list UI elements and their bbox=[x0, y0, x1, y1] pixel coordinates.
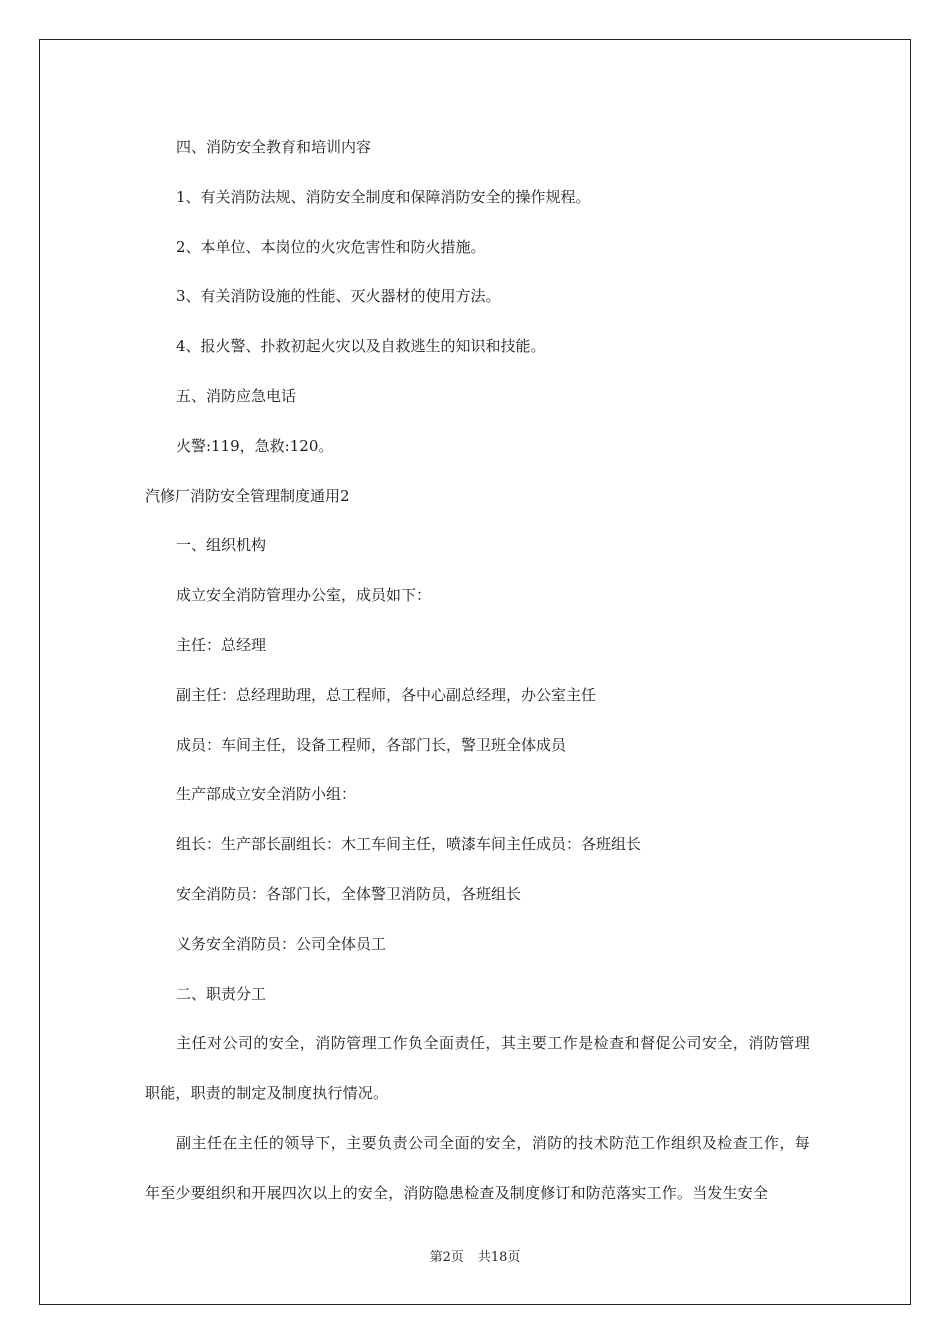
page-number: 第2页 bbox=[429, 1250, 464, 1265]
paragraph: 生产部成立安全消防小组： bbox=[176, 785, 357, 804]
section-title: 汽修厂消防安全管理制度通用2 bbox=[145, 486, 350, 505]
paragraph: 3、有关消防设施的性能、灭火器材的使用方法。 bbox=[176, 287, 501, 306]
paragraph: 一、组织机构 bbox=[176, 536, 267, 555]
paragraph: 二、职责分工 bbox=[176, 984, 267, 1003]
paragraph: 1、有关消防法规、消防安全制度和保障消防安全的操作规程。 bbox=[176, 187, 591, 206]
page-footer bbox=[0, 1246, 950, 1265]
paragraph: 2、本单位、本岗位的火灾危害性和防火措施。 bbox=[176, 237, 486, 256]
paragraph: 火警:119，急救:120。 bbox=[176, 436, 334, 455]
paragraph: 成立安全消防管理办公室，成员如下： bbox=[176, 586, 432, 605]
paragraph: 义务安全消防员：公司全体员工 bbox=[176, 934, 387, 953]
paragraph: 副主任在主任的领导下，主要负责公司全面的安全，消防的技术防范工作组织及检查工作，每年至少要组织和开展四次以上的安全，消防隐患检查及制度修订和防范落实工作。当发生安全 bbox=[145, 1133, 810, 1202]
paragraph: 4、报火警、扑救初起火灾以及自救逃生的知识和技能。 bbox=[176, 337, 546, 356]
document-body bbox=[145, 123, 810, 1219]
paragraph: 主任对公司的安全，消防管理工作负全面责任，其主要工作是检查和督促公司安全，消防管理职能，职责的制定及制度执行情况。 bbox=[145, 1034, 810, 1103]
paragraph: 四、消防安全教育和培训内容 bbox=[176, 138, 372, 156]
paragraph: 安全消防员：各部门长，全体警卫消防员，各班组长 bbox=[176, 884, 522, 903]
paragraph: 成员：车间主任，设备工程师，各部门长，警卫班全体成员 bbox=[176, 735, 567, 754]
paragraph: 五、消防应急电话 bbox=[176, 386, 297, 405]
paragraph: 组长：生产部长副组长：木工车间主任，喷漆车间主任成员：各班组长 bbox=[176, 835, 642, 854]
page-total: 共18页 bbox=[477, 1250, 521, 1265]
paragraph: 主任：总经理 bbox=[176, 635, 267, 654]
paragraph: 副主任：总经理助理，总工程师，各中心副总经理，办公室主任 bbox=[176, 685, 597, 704]
